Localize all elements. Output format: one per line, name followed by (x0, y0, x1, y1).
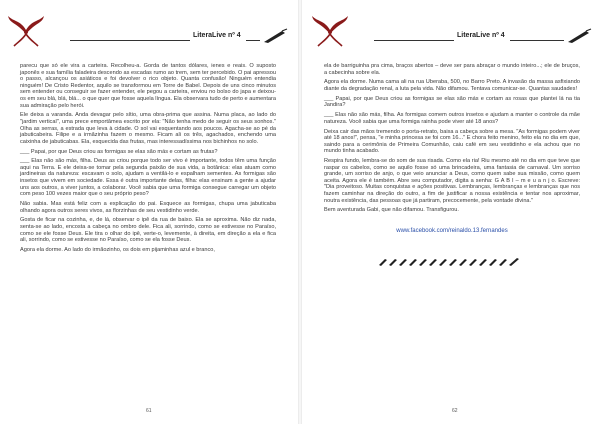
fountain-pen-icon (262, 28, 288, 44)
paragraph: ___ Elas não são más, filha. As formigas comem outros insetos e ajudam a manter o controle da mãe natureza. Você sabia que uma formiga rainha pode viver até 18 anos? (324, 112, 580, 125)
book-gutter (298, 0, 302, 424)
header-rule (70, 40, 190, 41)
winged-bird-logo-icon (310, 12, 350, 50)
paragraph: ___ Elas não são más, filha. Deus as criou porque todo ser vivo é importante, todos têm uma função aqui na Terra. E ele deixa-se tomar pela segunda paixão de sua vida, a botânica: elas atuam como jardineiras da natureza: escavam o solo, ajudam a ventilá-lo e espalham sementes. As formigas são insetos que vivem em sociedade. Essa é outra importante delas, filha: elas ensinam a gente a ajudar uns aos outros, a viver juntos, a colaborar. Você sabia que uma formiga consegue carregar um objeto com peso 100 vezes maior que o seu próprio peso? (20, 158, 276, 198)
page-body (20, 63, 276, 257)
page-body (324, 63, 580, 267)
facebook-link[interactable]: www.facebook.com/reinaldo.13.fernandes (396, 228, 508, 234)
paragraph: Bem aventurada Gabi, que não difamou. Transfigurou. (324, 207, 459, 214)
page-header (0, 10, 296, 52)
winged-bird-logo-icon (6, 12, 46, 50)
paragraph: ___ Papai, por que Deus criou as formigas se elas são más e cortam as rosas que plantei lá na tia Jandira? (324, 95, 580, 109)
paragraph: parecu que só ele vira a carteira. Recolheu-a. Gorda de tantos dólares, ienes e reais. O suposto japonês e sua família faladeira descendo as escadas rumo ao trem, sem ter percebido. O pai apressou o passo, alcançou os asiáticos e foi devolver o rico objeto. Quanta confusão! Ninguém entendia ninguém! De Cristo Redentor, aquilo se transformou em Torre de Babel. Depois de uns cinco minutos sem entender ou conseguir se fazer entender, ele pegou a carteira, enviou no bolso do japa e deixou-os em seu blá, blá, blá... o que quer que fosse aquela língua. Ela observara tudo de perto e aumentara sua admiração pelo herói. (20, 63, 276, 109)
paragraph: Agora ela dorme. Numa cama ali na rua Uberaba, 500, no Barro Preto. A invasão da massa asfixiando diante da degradação renal, a luta pela vida. Não difamou. Tentava comunicar-se. Quantas saudades! (324, 79, 580, 92)
paragraph: Agora ela dorme. Ao lado do irmãozinho, os dois em pijaminhas azul e branco, (20, 246, 215, 253)
page-number: 62 (452, 408, 458, 414)
header-rule (246, 40, 260, 41)
header-title: LiteraLive nº 4 (193, 32, 241, 39)
paragraph: ela de barriguinha pra cima, braços abertos – deve ser para abraçar o mundo inteiro...; ele de bruços, a cabecinha sobre ela. (324, 63, 580, 76)
fountain-pen-icon (566, 28, 592, 44)
paragraph: ___ Papai, por que Deus criou as formigas se elas são más e cortam as frutas? (20, 148, 218, 155)
page-number: 61 (146, 408, 152, 414)
paragraph: Não sabia. Mas está feliz com a explicação do pai. Esquece as formigas, chupa uma jabuticaba olhando agora outros seres vivos, as florzinhas de seu vestidinho verde. (20, 201, 276, 214)
header-rule (510, 40, 564, 41)
paragraph: Ele deixa a varanda. Anda devagar pelo sítio, uma obra-prima que assina. Numa placa, ao lado do "jardim vertical", uma prece emportâmea escrito por ela: "Não tenha medo de seguir os seus sonhos." Olha as serras, a estrada que leva à cidade. O sol vai esquentando aos poucos. Agacha-se ao pé da jabuticabeira. Filipe e a irmãzinha fazem o mesmo. Ficam ali os três, agachados, enchendo uma caixinha de jabuticabas. Ela, esquecida das frutas, mas interessadíssima nos bichinhos no solo. (20, 112, 276, 145)
header-title: LiteraLive nº 4 (457, 32, 505, 39)
ornamental-divider-icon (324, 257, 580, 267)
right-page (304, 0, 600, 424)
left-page (0, 0, 296, 424)
paragraph: Respira fundo, lembra-se do som de sua risada. Como ela ria! Riu mesmo até no dia em que teve que raspar os cabelos, como se aquilo fosse só uma brincadeira, uma fantasia de carnaval. Um sorriso grande, um sorriso de anjo, o que veio anunciar a Deus, como quem sabe sua missão, como quem aceita. Agora ele é também. Abre seu computador, digita a senha: G A B I – m e u a n j o. Escreve: "Dia proveitoso. Muitas conquistas e ações positivas. Lembranças, lembranças e lembranças que nos fazem caminhar na direção do outro, a fim de justificar a nossa existência e tentar nos aproximar, noutra existência, das pessoas que já partiram, precocemente, pela vontade divina." (324, 158, 580, 204)
paragraph: Deixa cair das mãos tremendo o porta-retrato, baixa a cabeça sobre a mesa. "As formigas podem viver até 18 anos!", pensa, "e minha princesa se foi com 16..." E chora feito menino, feito ela no dia em que, saindo para a cerimônia de Primeira Comunhão, caiu café em seu vestidinho e ela achou que no mundo tinha acabado. (324, 128, 580, 155)
header-rule (374, 40, 454, 41)
paragraph: Gosta de ficar na cozinha, e, de lá, observar o ipê da rua de baixo. Ela se aproxima. Não diz nada, senta-se ao lado, encosta a cabeça no ombro dele. Fica ali, sorrindo, como se estivesse no Paraíso, como se ele fosse Deus. Ele tira o olhar do ipê, verte-o, levemente, à direita, em direção a ela e fica ali, sorrindo, como se estivesse no Paraíso, como se ela fosse Deus. (20, 217, 276, 244)
page-header (304, 10, 600, 52)
